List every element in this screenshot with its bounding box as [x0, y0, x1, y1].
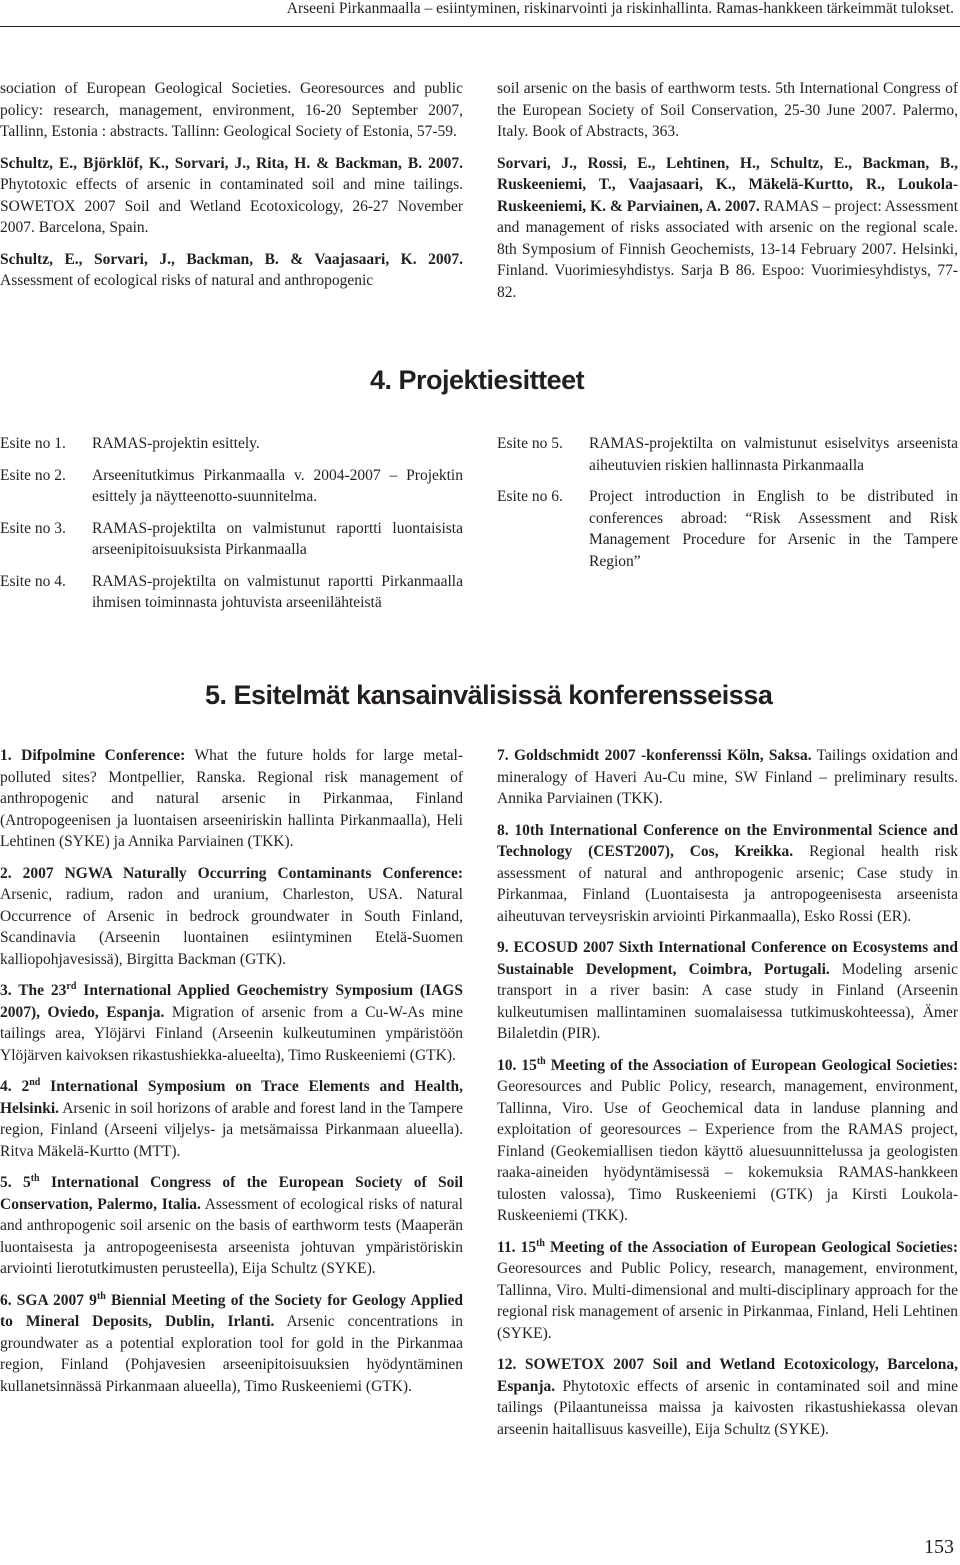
brochure-item [0, 571, 463, 614]
references-left-column [0, 78, 463, 302]
brochure-number: Esite no 1. [0, 435, 66, 452]
brochure-text: RAMAS-projektilta on valmistunut raportti Pirkanmaalla ihmisen toiminnasta johtuvista arseenilähteistä [92, 572, 463, 611]
conference-entry: 4. 2nd International Symposium on Trace Elements and Health, Helsinki. Arsenic in soil horizons of arable and forest land in the Tampere region, Finland (Arseeni viljelys- ja metsämaissa Pirkanmaan alueella). Ritva Mäkelä-Kurtto (MTT). [0, 1076, 463, 1160]
reference-entry: sociation of European Geological Societies. Georesources and public policy: research, management, environment, 16-20 September 2007, Tallinn, Estonia : abstracts. Tallinn: Geological Society of Estonia, 57-59. [0, 80, 463, 140]
brochure-number: Esite no 6. [497, 488, 563, 505]
header-rule [0, 26, 960, 27]
brochure-number: Esite no 2. [0, 466, 66, 484]
conference-entry: 2. 2007 NGWA Naturally Occurring Contaminants Conference: Arsenic, radium, radon and uranium, Charleston, USA. Natural Occurrence of Arsenic in bedrock groundwater in South Finland, Scandinavia (Arseenin luontainen esiintyminen Etelä-Suomen kalliopohjavesissä), Birgitta Backman (GTK). [0, 864, 463, 968]
page-number: 153 [924, 1536, 954, 1558]
conference-entry: 6. SGA 2007 9th Biennial Meeting of the Society for Geology Applied to Mineral Deposits, Dublin, Irlanti. Arsenic concentrations in groundwater as a potential exploration tool for gold in the Pirkanmaa region, Finland (Pohjavesien arseenipitoisuuksien hyödyntäminen kullanetsinnässä Pirkanmaan alueella), Timo Ruskeeniemi (GTK). [0, 1290, 464, 1395]
conference-list-right [497, 745, 958, 1450]
conference-entry: 3. The 23rd International Applied Geochemistry Symposium (IAGS 2007), Oviedo, Espanja. Migration of arsenic from a Cu-W-As mine tailings area, Ylöjärvi Finland (Arseenin kulkeutuminen ympäristöön Ylöjärven kaivoksen rikastushiekka-alueelta), Timo Ruskeeniemi (GTK). [0, 980, 463, 1064]
brochure-list-right [497, 433, 958, 582]
running-header: Arseeni Pirkanmaalla – esiintyminen, riskinarvointi ja riskinhallinta. Ramas-hankkeen tärkeimmät tulokset. [286, 0, 954, 17]
brochure-text: Arseenitutkimus Pirkanmaalla v. 2004-2007 – Projektin esittely ja näytteenotto-suunnitelma. [92, 466, 463, 505]
section-4-title: 4. Projektiesitteet [370, 365, 585, 395]
conference-entry: 9. ECOSUD 2007 Sixth International Conference on Ecosystems and Sustainable Development, Coimbra, Portugali. Modeling arsenic transport in a river basin: A case study in Finland (Arseenin kulkeutumisen mallintaminen suomalaisessa tutkimuskohteessa), Ämer Bilaletdin (PIR). [497, 939, 958, 1042]
conference-entry: 1. Difpolmine Conference: What the future holds for large metal-polluted sites? Montpellier, Ranska. Regional risk management of anthropogenic and natural arsenic in Pirkanmaa, Finland (Antropogeenisen ja luontaisen arseeniriskin hallinta Pirkanmaalla), Heli Lehtinen (SYKE) ja Annika Parviainen (TKK). [0, 747, 463, 850]
references-right-column [497, 78, 958, 313]
brochure-text: RAMAS-projektilta on valmistunut raportti luontaisista arseenipitoisuuksista Pirkanmaalla [92, 519, 463, 558]
conference-entry: 8. 10th International Conference on the Environmental Science and Technology (CEST2007), Cos, Kreikka. Regional health risk assessment of natural and anthropogenic arsenic; Case study in Pirkanmaa, Finland (Luontaisesta ja antropogeenisesta arseenista aiheutuvan terveysriskin arviointi Pirkanmaalla), Esko Rossi (ER). [497, 821, 958, 925]
brochure-text: Project introduction in English to be distributed in conferences abroad: “Risk Assessment and Risk Management Procedure for Arsenic in the Tampere Region” [589, 488, 958, 570]
reference-entry: Sorvari, J., Rossi, E., Lehtinen, H., Schultz, E., Backman, B., Ruskeeniemi, T., Vaajasaari, K., Mäkelä-Kurtto, R., Loukola-Ruskeeniemi, K. & Parviainen, A. 2007. RAMAS – project: Assessment and management of risks associated with arsenic on the regional scale. 8th Symposium of Finnish Geochemists, 13-14 February 2007. Helsinki, Finland. Vuorimiesyhdistys. Sarja B 86. Espoo: Vuorimiesyhdistys, 77-82. [497, 154, 959, 301]
conference-entry: 5. 5th International Congress of the European Society of Soil Conservation, Palermo, Italia. Assessment of ecological risks of natural and anthropogenic soil arsenic on the basis of earthworm tests (Maaperän luontaisesta ja antropogeenisesta arseenista johtuvan ympäristöriskin arviointi lierotutkimusten perusteella), Eija Schultz (SYKE). [0, 1172, 463, 1277]
brochure-text: RAMAS-projektilta on valmistunut esiselvitys arseenista aiheutuvien riskien hallinnasta Pirkanmaalla [589, 435, 958, 474]
conference-entry: 12. SOWETOX 2007 Soil and Wetland Ecotoxicology, Barcelona, Espanja. Phytotoxic effects of arsenic in contaminated soil and mine tailings (Pilaantuneissa maissa ja kaivosten rikastushiekassa olevan arseenin haitallisuus kasveille), Eija Schultz (SYKE). [497, 1356, 958, 1438]
page-header [0, 0, 960, 30]
reference-entry: Schultz, E., Sorvari, J., Backman, B. & Vaajasaari, K. 2007. Assessment of ecological risks of natural and anthropogenic [0, 250, 463, 289]
reference-entry: Schultz, E., Björklöf, K., Sorvari, J., Rita, H. & Backman, B. 2007. Phytotoxic effects of arsenic in contaminated soil and mine tailings. SOWETOX 2007 Soil and Wetland Ecotoxicology, 26-27 November 2007. Barcelona, Spain. [0, 154, 463, 236]
brochure-number: Esite no 5. [497, 435, 563, 452]
brochure-number: Esite no 3. [0, 519, 66, 537]
section-5-title: 5. Esitelmät kansainvälisissä konferensseissa [205, 680, 773, 710]
reference-entry: soil arsenic on the basis of earthworm tests. 5th International Congress of the European Society of Soil Conservation, 25-30 June 2007. Palermo, Italy. Book of Abstracts, 363. [497, 80, 958, 140]
brochure-item [497, 486, 958, 572]
brochure-item [0, 465, 463, 508]
brochure-list-left [0, 433, 463, 624]
brochure-item [497, 433, 958, 476]
conference-list-left [0, 745, 463, 1407]
conference-entry: 10. 15th Meeting of the Association of European Geological Societies: Georesources and Public Policy, research, management, environment, Tallinna, Viro. Use of Geochemical data in landuse planning and exploitation of georesources – Experience from the RAMAS project, Finland (Geokemiallisen tiedon käyttö aluesuunnittelussa ja geologisten raaka-aineiden hyödyntämisessä – kokemuksia RAMAS-hankkeen tulosten valossa), Timo Ruskeeniemi (GTK) ja Kirsti Loukola-Ruskeeniemi (TKK). [497, 1055, 959, 1224]
brochure-text: RAMAS-projektin esittely. [92, 435, 260, 452]
brochure-item [0, 518, 463, 561]
conference-entry: 11. 15th Meeting of the Association of European Geological Societies: Georesources and Public Policy, research, management, environment, Tallinna, Viro. Multi-dimensional and multi-disciplinary approach for the regional risk management of arsenic in Pirkanmaa, Finland, Heli Lehtinen (SYKE). [497, 1237, 959, 1342]
conference-entry: 7. Goldschmidt 2007 -konferenssi Köln, Saksa. Tailings oxidation and mineralogy of Haveri Au-Cu mine, SW Finland – preliminary results. Annika Parviainen (TKK). [497, 747, 958, 807]
brochure-number: Esite no 4. [0, 572, 66, 590]
brochure-item [0, 433, 463, 455]
